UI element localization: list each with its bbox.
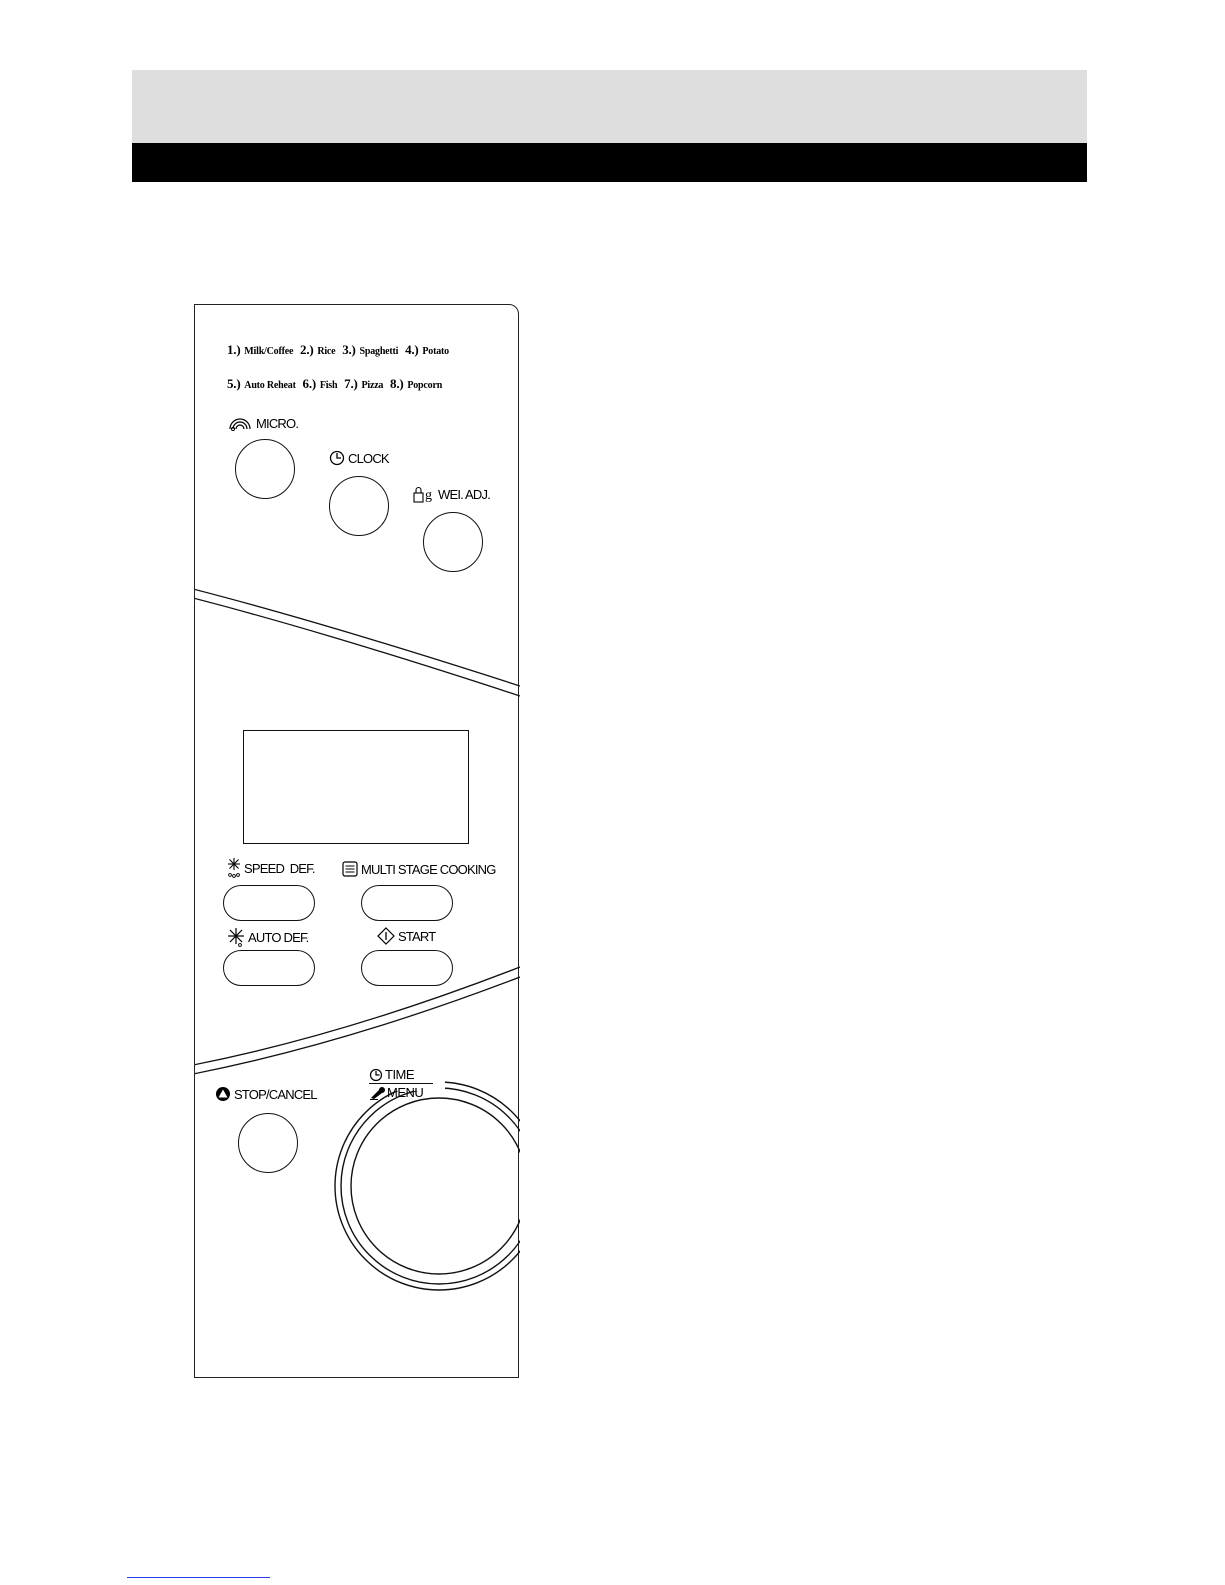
stop-cancel-label-text: STOP/CANCEL [234,1086,317,1102]
time-menu-divider [369,1083,433,1084]
multi-stage-label [342,861,496,877]
auto-menu-row-1 [227,341,452,359]
chef-hat-icon [369,1086,385,1100]
lock-weight-icon [413,485,435,503]
weight-adjust-label [413,485,490,503]
menu-item-spaghetti: Spaghetti [359,346,399,357]
footer-rule [127,1577,270,1578]
control-panel [194,304,519,1378]
header-band [132,70,1087,143]
menu-item-popcorn: Popcorn [407,380,443,391]
menu-item-pizza: Pizza [361,380,384,391]
micro-label [227,415,298,431]
menu-num-1: 1.) [227,342,241,357]
header-bar [132,143,1087,182]
svg-text:g: g [425,488,432,503]
menu-label-text: MENU [387,1085,424,1100]
auto-defrost-label [227,927,308,947]
menu-row [369,1085,433,1100]
menu-item-rice: Rice [317,346,336,357]
stop-cancel-button[interactable] [238,1113,298,1173]
weight-adjust-label-text: WEI. ADJ. [438,486,491,502]
display-window [243,730,469,844]
menu-lines-icon [342,861,358,877]
stop-cancel-label [215,1086,317,1102]
snowflake-drops-icon [227,857,241,879]
menu-num-6: 6.) [302,376,316,391]
menu-num-2: 2.) [300,342,314,357]
start-diamond-icon [377,927,395,945]
start-label-text: START [398,928,436,944]
menu-num-3: 3.) [342,342,356,357]
speed-defrost-label [227,857,315,879]
stop-triangle-icon [215,1086,231,1102]
menu-num-8: 8.) [390,376,404,391]
multi-stage-button[interactable] [361,885,453,921]
start-button[interactable] [361,950,453,986]
micro-button[interactable] [235,439,295,499]
menu-num-5: 5.) [227,376,241,391]
speed-defrost-label-text: SPEED DEF. [244,860,315,876]
dial-outer-ring [335,1082,520,1290]
menu-item-fish: Fish [319,380,338,391]
menu-num-4: 4.) [405,342,419,357]
auto-defrost-button[interactable] [223,950,315,986]
start-label [377,927,435,945]
clock-icon [329,450,345,466]
micro-label-text: MICRO. [256,415,299,431]
time-label-text: TIME [385,1067,415,1082]
auto-defrost-label-text: AUTO DEF. [248,929,309,945]
auto-menu-row-2 [227,375,445,393]
weight-adjust-button[interactable] [423,512,483,572]
time-menu-label [369,1067,433,1100]
menu-dial [351,1098,520,1274]
menu-item-auto-reheat: Auto Reheat [244,380,296,391]
menu-item-potato: Potato [422,346,449,357]
clock-label-text: CLOCK [348,450,389,466]
time-row [369,1067,433,1082]
snowflake-icon [227,927,245,947]
clock-icon [369,1068,383,1082]
speed-defrost-button[interactable] [223,885,315,921]
clock-label [329,450,389,466]
menu-num-7: 7.) [344,376,358,391]
clock-button[interactable] [329,476,389,536]
microwave-waves-icon [227,415,253,431]
multi-stage-label-text: MULTI STAGE COOKING [361,861,496,877]
menu-item-milk-coffee: Milk/Coffee [244,346,294,357]
